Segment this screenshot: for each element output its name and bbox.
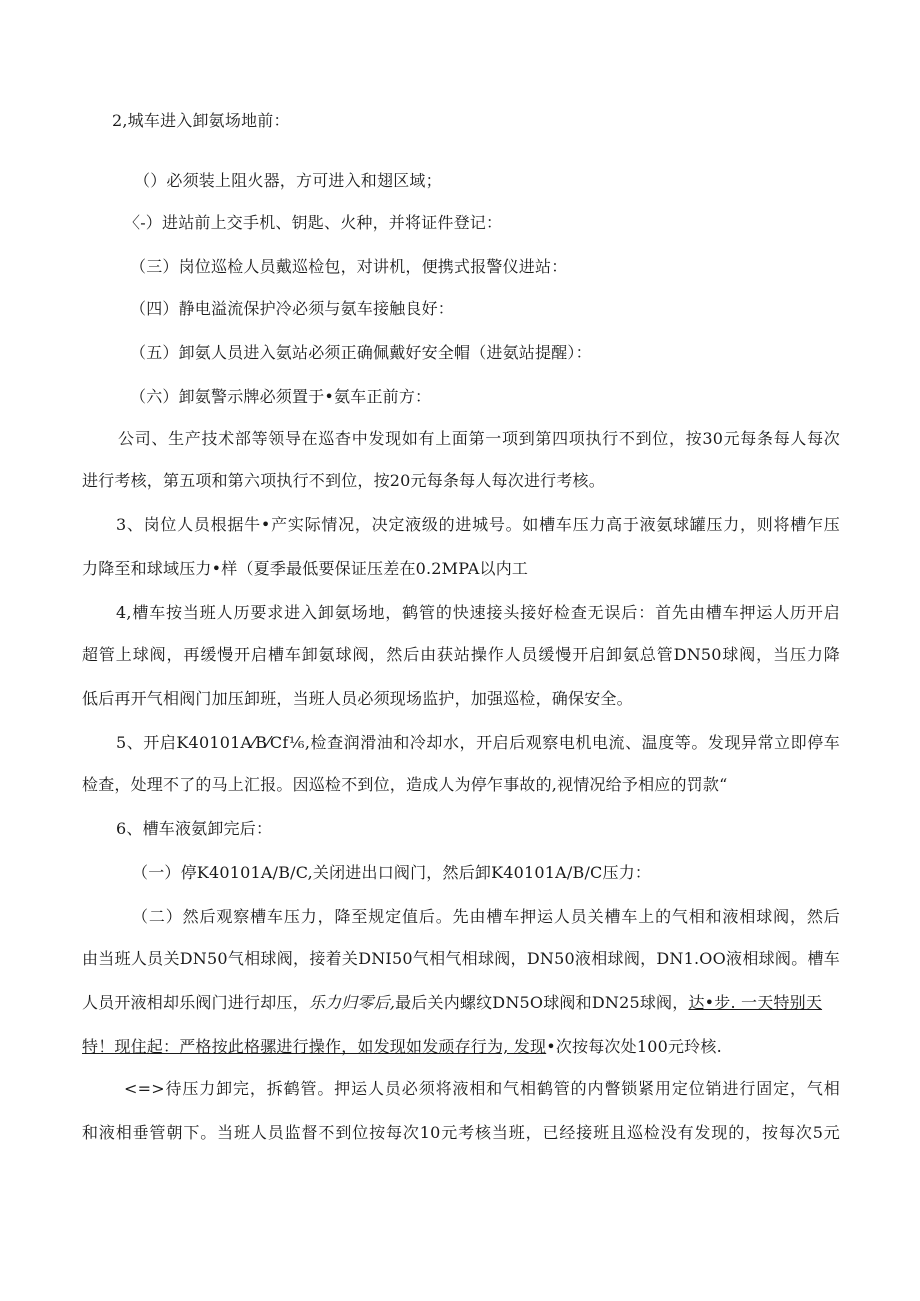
paragraph-line: 5、开启K40101A⁄B⁄Cf⅙,检查润滑油和冷却水，开启后观察电机电流、温度等。发现异常立即停车 [116, 733, 840, 752]
paragraph-line [82, 1036, 722, 1058]
section-heading-6: 6、槽车液氨卸完后： [116, 819, 273, 838]
paragraph-line: 进行考核，第五项和第六项执行不到位，按20元每条每人每次进行考核。 [82, 471, 605, 490]
paragraph-line: 超管上球阀，再缓慢开启槽车卸氨球阀，然后由获站操作人员缓慢开启卸氨总管DN50球阀，当压力降 [82, 645, 840, 664]
paragraph-line: 3、岗位人员根据牛•产实际情况，决定液级的进城号。如槽车压力高于液氨球罐压力，则将槽乍压 [116, 515, 840, 534]
paragraph-line: 4,槽车按当班人历要求进入卸氨场地，鹤管的快速接头接好检查无误后：首先由槽车押运人历开启 [116, 603, 840, 622]
list-item: （一）停K40101A/B/C,关闭进出口阀门，然后卸K40101A/B/C压力： [132, 863, 652, 882]
list-item: （六）卸氨警示牌必须置于•氨车正前方： [130, 387, 432, 406]
underlined-text-run: 达•步. 一天特别天 [688, 993, 823, 1012]
underlined-text-run: 特！现住起：严格按此格骡进行操作，如发现如发顽存行为, 发现 [82, 1037, 547, 1056]
paragraph-line: 由当班人员关DN50气相球阀，接着关DNI50气相气相球阀，DN50液相球阀，DN1.OO液相球阀。槽车 [82, 949, 840, 968]
list-item: （）必须装上阻火器，方可进入和翅区域； [134, 171, 442, 190]
section-heading-2: 2,城车进入卸氨场地前： [112, 111, 290, 130]
paragraph-line: 力降至和球域压力•样（夏季最低要保证压差在0.2MPA以内工 [82, 559, 529, 578]
text-run: 最后关内螺纹DN5O球阀和DN25球阀， [395, 993, 689, 1012]
italic-text-run: 乐力归零后, [308, 993, 396, 1012]
list-item: 〈-）进站前上交手机、钥匙、火种，并将证件登记： [124, 213, 503, 232]
text-run: 人员开液相却乐阀门进行却压， [82, 993, 309, 1012]
paragraph-line: 低后再开气相阀门加压卸班，当班人员必须现场监护，加强巡检，确保安全。 [82, 689, 633, 708]
paragraph-line: （二）然后观察槽车压力，降至规定值后。先由槽车押运人员关槽车上的气相和液相球阀，然后 [132, 907, 840, 926]
text-run: •次按每次处100元玲核. [546, 1037, 722, 1056]
list-item: （三）岗位巡检人员戴巡检包，对讲机，便携式报警仪进站： [130, 257, 568, 276]
paragraph-line: <=>待压力卸完，拆鹤管。押运人员必须将液相和气相鹤管的内瞥锁紧用定位销进行固定，气相 [124, 1079, 840, 1098]
paragraph-line: 和液相垂管朝下。当班人员监督不到位按每次10元考核当班，已经接班且巡检没有发现的，按每次5元 [82, 1123, 840, 1142]
list-item: （五）卸氨人员进入氨站必须正确佩戴好安全帽（进氨站提醒）： [130, 343, 592, 362]
paragraph-line: 公司、生产技术部等领导在巡杳中发现如有上面第一项到第四项执行不到位，按30元每条每人每次 [118, 429, 840, 448]
paragraph-line [82, 992, 822, 1014]
list-item: （四）静电溢流保护冷必须与氨车接触良好： [130, 299, 455, 318]
paragraph-line: 检查，处理不了的马上汇报。因巡检不到位，造成人为停乍事故的,视情况给予相应的罚款“ [82, 775, 728, 794]
